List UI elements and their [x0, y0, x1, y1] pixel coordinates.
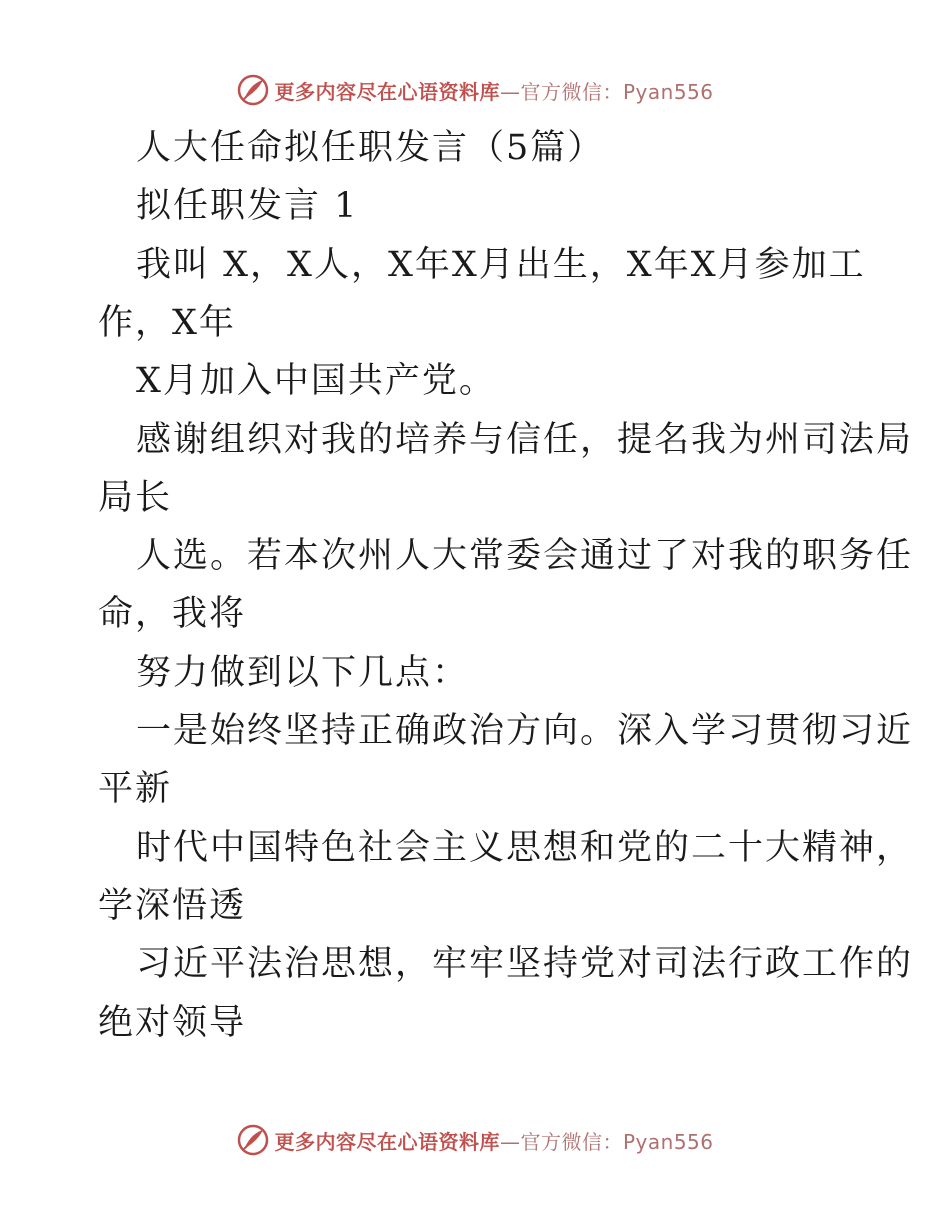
header-site-name: 更多内容尽在心语资料库: [274, 79, 500, 104]
feather-pen-logo-icon: [236, 1123, 270, 1157]
paragraph-line: 平新: [98, 769, 173, 809]
paragraph-line: X月加入中国共产党。: [136, 361, 496, 401]
footer-dash: —: [499, 1129, 521, 1154]
paragraph-line: 学深悟透: [98, 886, 247, 926]
section-heading: 拟任职发言 1: [136, 186, 359, 226]
footer-banner: [0, 1120, 950, 1160]
footer-official-label: 官方微信：: [520, 1129, 623, 1154]
paragraph-line: 局长: [98, 478, 173, 518]
feather-pen-logo-icon: [236, 73, 270, 107]
header-banner: [0, 70, 950, 110]
paragraph-line: 命，我将: [98, 594, 247, 634]
header-dash: —: [499, 79, 521, 104]
footer-site-name: 更多内容尽在心语资料库: [274, 1129, 500, 1154]
paragraph-line: 作，X年: [98, 303, 236, 343]
paragraph-line: 感谢组织对我的培养与信任，提名我为州司法局: [136, 420, 914, 460]
header-official-label: 官方微信：: [520, 79, 623, 104]
paragraph-line: 习近平法治思想，牢牢坚持党对司法行政工作的: [136, 944, 914, 984]
header-banner-text: [274, 76, 713, 105]
paragraph-line: 时代中国特色社会主义思想和党的二十大精神，: [136, 828, 914, 868]
paragraph-line: 我叫 X，X人，X年X月出生，X年X月参加工: [136, 245, 866, 285]
footer-wechat-id: Pyan556: [622, 1129, 714, 1154]
paragraph-line: 一是始终坚持正确政治方向。深入学习贯彻习近: [136, 711, 914, 751]
paragraph-line: 绝对领导: [98, 1003, 247, 1043]
paragraph-line: 努力做到以下几点：: [136, 653, 470, 693]
document-title: 人大任命拟任职发言（5篇）: [136, 128, 605, 168]
header-wechat-id: Pyan556: [622, 79, 714, 104]
footer-banner-text: [274, 1126, 713, 1155]
paragraph-line: 人选。若本次州人大常委会通过了对我的职务任: [136, 536, 914, 576]
